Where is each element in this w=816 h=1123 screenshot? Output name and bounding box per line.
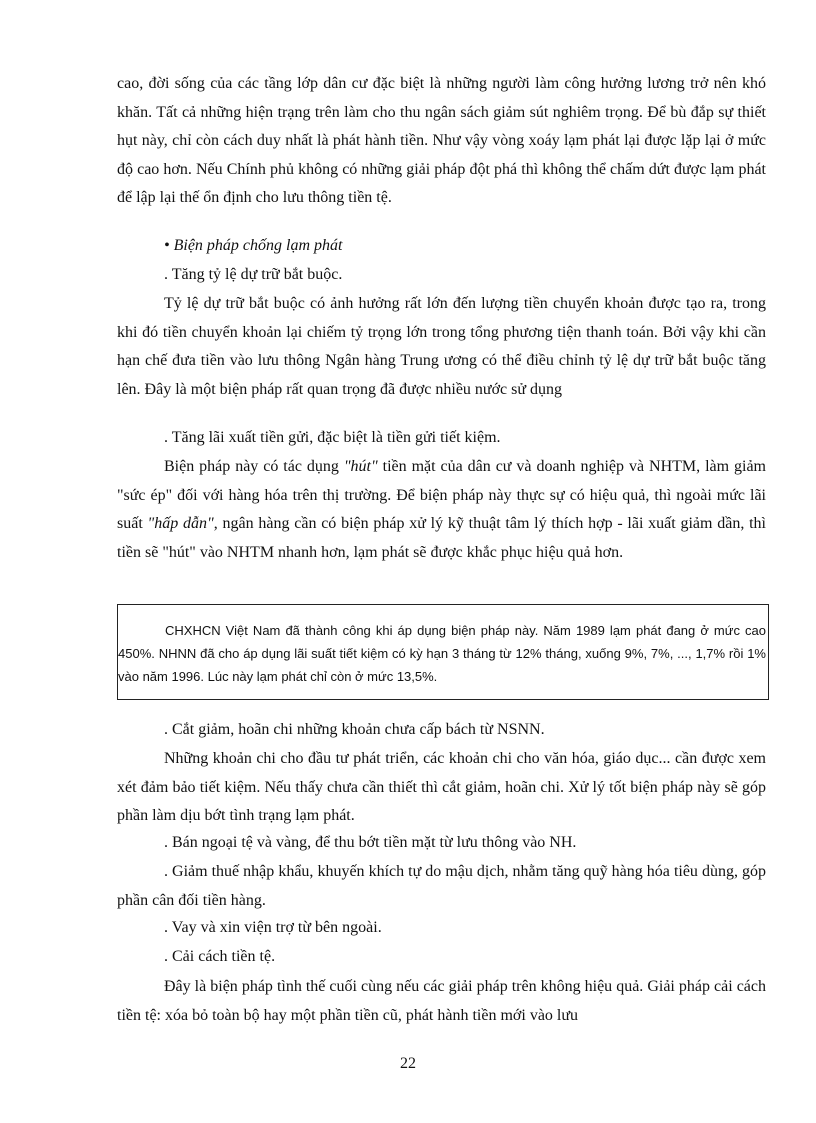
measure-item-deposit-rate: . Tăng lãi xuất tiền gửi, đặc biệt là tiền gửi tiết kiệm. — [164, 429, 501, 446]
measure-item-sell-forex-gold: . Bán ngoại tệ và vàng, để thu bớt tiền mặt từ lưu thông vào NH. — [164, 834, 577, 851]
text-run: tiền mặt của dân cư và doanh nghiệp và NHTM, làm giảm "sức ép" đối với hàng hóa trên thị trường. Để biện pháp này thực sự có hiệu quả, thì ngoài mức lãi suất — [117, 458, 766, 532]
measure-item-currency-reform: . Cải cách tiền tệ. — [164, 948, 276, 965]
page-number: 22 — [400, 1055, 416, 1072]
paragraph-cut-spending: Những khoản chi cho đầu tư phát triển, các khoản chi cho văn hóa, giáo dục... cần được xem xét đảm bảo tiết kiệm. Nếu thấy chưa cần thiết thì cắt giảm, hoãn chi. Xử lý tốt biện pháp này sẽ góp phần làm dịu bớt tình trạng lạm phát. — [117, 750, 766, 824]
paragraph-inflation-spiral: cao, đời sống của các tầng lớp dân cư đặc biệt là những người làm công hưởng lương trở nên khó khăn. Tất cả những hiện trạng trên làm cho thu ngân sách giảm sút nghiêm trọng. Để bù đắp sự thiết hụt này, chỉ còn cách duy nhất là phát hành tiền. Như vậy vòng xoáy lạm phát lại được lặp lại ở mức độ cao hơn. Nếu Chính phủ không có những giải pháp đột phá thì không thể chấm dứt được lạm phát để lập lại thế ổn định cho lưu thông tiền tệ. — [117, 75, 766, 206]
paragraph-deposit-rate — [117, 453, 766, 567]
section-heading-anti-inflation: • Biện pháp chống lạm phát — [164, 237, 343, 254]
text-run: , ngân hàng cần có biện pháp xử lý kỹ thuật tâm lý thích hợp - lãi xuất giảm dần, thì tiền sẽ "hút" vào NHTM nhanh hơn, lạm phát sẽ được khắc phục hiệu quả hơn. — [117, 515, 766, 561]
measure-item-cut-spending: . Cắt giảm, hoãn chi những khoản chưa cấp bách từ NSNN. — [164, 721, 545, 738]
example-text: CHXHCN Việt Nam đã thành công khi áp dụng biện pháp này. Năm 1989 lạm phát đang ở mức cao 450%. NHNN đã cho áp dụng lãi suất tiết kiệm có kỳ hạn 3 tháng từ 12% tháng, xuống 9%, 7%, ..., 1,7% rồi 1% vào năm 1996. Lúc này lạm phát chỉ còn ở mức 13,5%. — [118, 623, 766, 684]
example-text-box — [117, 604, 769, 700]
text-run: Biện pháp này có tác dụng — [164, 458, 344, 475]
text-run-italic-hap-dan: "hấp dẫn" — [147, 515, 214, 532]
paragraph-reserve-ratio: Tỷ lệ dự trữ bắt buộc có ảnh hưởng rất lớn đến lượng tiền chuyển khoản được tạo ra, trong khi đó tiền chuyển khoản lại chiếm tỷ trọng lớn trong tổng phương tiện thanh toán. Bởi vậy khi cần hạn chế đưa tiền vào lưu thông Ngân hàng Trung ương có thể điều chỉnh tỷ lệ dự trữ bắt buộc tăng lên. Đây là một biện pháp rất quan trọng đã được nhiều nước sử dụng — [117, 295, 766, 398]
measure-item-reduce-import-tax: . Giảm thuế nhập khẩu, khuyến khích tự do mậu dịch, nhằm tăng quỹ hàng hóa tiêu dùng, góp phần cân đối tiền hàng. — [117, 863, 766, 909]
measure-item-reserve-ratio: . Tăng tỷ lệ dự trữ bắt buộc. — [164, 266, 343, 283]
measure-item-foreign-aid: . Vay và xin viện trợ từ bên ngoài. — [164, 919, 382, 936]
paragraph-currency-reform: Đây là biện pháp tình thế cuối cùng nếu các giải pháp trên không hiệu quả. Giải pháp cải cách tiền tệ: xóa bỏ toàn bộ hay một phần tiền cũ, phát hành tiền mới vào lưu — [117, 978, 766, 1024]
text-run-italic-hut: "hút" — [343, 458, 378, 475]
